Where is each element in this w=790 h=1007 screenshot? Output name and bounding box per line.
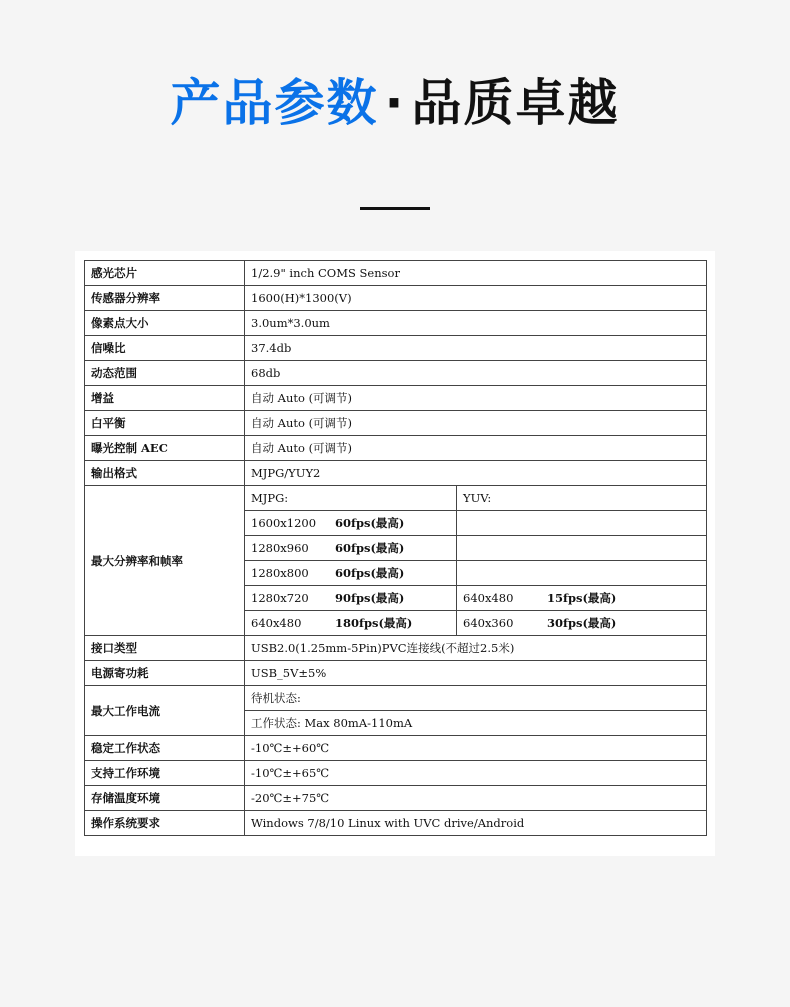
spec-value: MJPG/YUY2 xyxy=(245,461,707,486)
yuv-cell xyxy=(457,611,707,636)
mjpg-resolution: 640x480 xyxy=(251,616,302,630)
spec-label: 白平衡 xyxy=(85,411,245,436)
yuv-header: YUV: xyxy=(457,486,707,511)
spec-label: 传感器分辨率 xyxy=(85,286,245,311)
spec-row-os xyxy=(85,811,707,836)
mjpg-resolution: 1280x960 xyxy=(251,541,309,555)
page-title xyxy=(0,68,790,138)
spec-label: 感光芯片 xyxy=(85,261,245,286)
spec-label: 最大分辨率和帧率 xyxy=(85,486,245,636)
spec-value: 68db xyxy=(245,361,707,386)
mjpg-fps: 180fps(最高) xyxy=(335,616,413,630)
spec-row-stable-temp xyxy=(85,736,707,761)
spec-row-pixel-size xyxy=(85,311,707,336)
yuv-cell xyxy=(457,511,707,536)
spec-value: 自动 Auto (可调节) xyxy=(245,411,707,436)
spec-value: -10℃±+60℃ xyxy=(245,736,707,761)
yuv-cell xyxy=(457,586,707,611)
yuv-cell xyxy=(457,536,707,561)
spec-label: 曝光控制 AEC xyxy=(85,436,245,461)
mjpg-resolution: 1600x1200 xyxy=(251,516,317,530)
spec-row-interface xyxy=(85,636,707,661)
yuv-fps: 30fps(最高) xyxy=(547,616,617,630)
mjpg-resolution: 1280x800 xyxy=(251,566,309,580)
spec-table xyxy=(84,260,707,836)
spec-value: 1/2.9" inch COMS Sensor xyxy=(245,261,707,286)
mjpg-header: MJPG: xyxy=(245,486,457,511)
spec-label: 动态范围 xyxy=(85,361,245,386)
spec-row-sensor xyxy=(85,261,707,286)
title-dot: · xyxy=(384,74,406,132)
yuv-resolution: 640x360 xyxy=(463,616,514,630)
mjpg-fps: 60fps(最高) xyxy=(335,541,405,555)
mjpg-cell xyxy=(245,536,457,561)
mjpg-cell xyxy=(245,586,457,611)
spec-row-white-balance xyxy=(85,411,707,436)
spec-label: 接口类型 xyxy=(85,636,245,661)
spec-label: 输出格式 xyxy=(85,461,245,486)
spec-row-pixels xyxy=(85,286,707,311)
mjpg-fps: 90fps(最高) xyxy=(335,591,405,605)
spec-row-dynamic-range xyxy=(85,361,707,386)
mjpg-cell xyxy=(245,611,457,636)
spec-value: 1600(H)*1300(V) xyxy=(245,286,707,311)
spec-label: 操作系统要求 xyxy=(85,811,245,836)
title-divider xyxy=(360,207,430,210)
spec-value: 工作状态: Max 80mA-110mA xyxy=(245,711,707,736)
mjpg-cell xyxy=(245,561,457,586)
spec-value: USB2.0(1.25mm-5Pin)PVC连接线(不超过2.5米) xyxy=(245,636,707,661)
spec-label: 像素点大小 xyxy=(85,311,245,336)
spec-row-storage-temp xyxy=(85,786,707,811)
title-blue: 产品参数 xyxy=(170,74,379,132)
spec-label: 增益 xyxy=(85,386,245,411)
spec-value: USB_5V±5% xyxy=(245,661,707,686)
spec-row-power xyxy=(85,661,707,686)
spec-label: 最大工作电流 xyxy=(85,686,245,736)
spec-panel xyxy=(75,251,715,856)
spec-row-output-format xyxy=(85,461,707,486)
spec-row-resolution-header xyxy=(85,486,707,511)
spec-row-gain xyxy=(85,386,707,411)
spec-label: 电源寄功耗 xyxy=(85,661,245,686)
spec-value: 自动 Auto (可调节) xyxy=(245,436,707,461)
spec-row-exposure xyxy=(85,436,707,461)
spec-value: 待机状态: xyxy=(245,686,707,711)
spec-value: 3.0um*3.0um xyxy=(245,311,707,336)
spec-value: -10℃±+65℃ xyxy=(245,761,707,786)
spec-label: 信噪比 xyxy=(85,336,245,361)
spec-value: Windows 7/8/10 Linux with UVC drive/Android xyxy=(245,811,707,836)
spec-label: 支持工作环境 xyxy=(85,761,245,786)
spec-row-support-temp xyxy=(85,761,707,786)
yuv-cell xyxy=(457,561,707,586)
mjpg-cell xyxy=(245,511,457,536)
spec-label: 存储温度环境 xyxy=(85,786,245,811)
spec-value: 自动 Auto (可调节) xyxy=(245,386,707,411)
spec-label: 稳定工作状态 xyxy=(85,736,245,761)
spec-row-snr xyxy=(85,336,707,361)
spec-row-current-standby xyxy=(85,686,707,711)
title-dark: 品质卓越 xyxy=(411,74,620,132)
spec-value: 37.4db xyxy=(245,336,707,361)
mjpg-resolution: 1280x720 xyxy=(251,591,309,605)
yuv-resolution: 640x480 xyxy=(463,591,514,605)
yuv-fps: 15fps(最高) xyxy=(547,591,617,605)
spec-value: -20℃±+75℃ xyxy=(245,786,707,811)
mjpg-fps: 60fps(最高) xyxy=(335,516,405,530)
mjpg-fps: 60fps(最高) xyxy=(335,566,405,580)
